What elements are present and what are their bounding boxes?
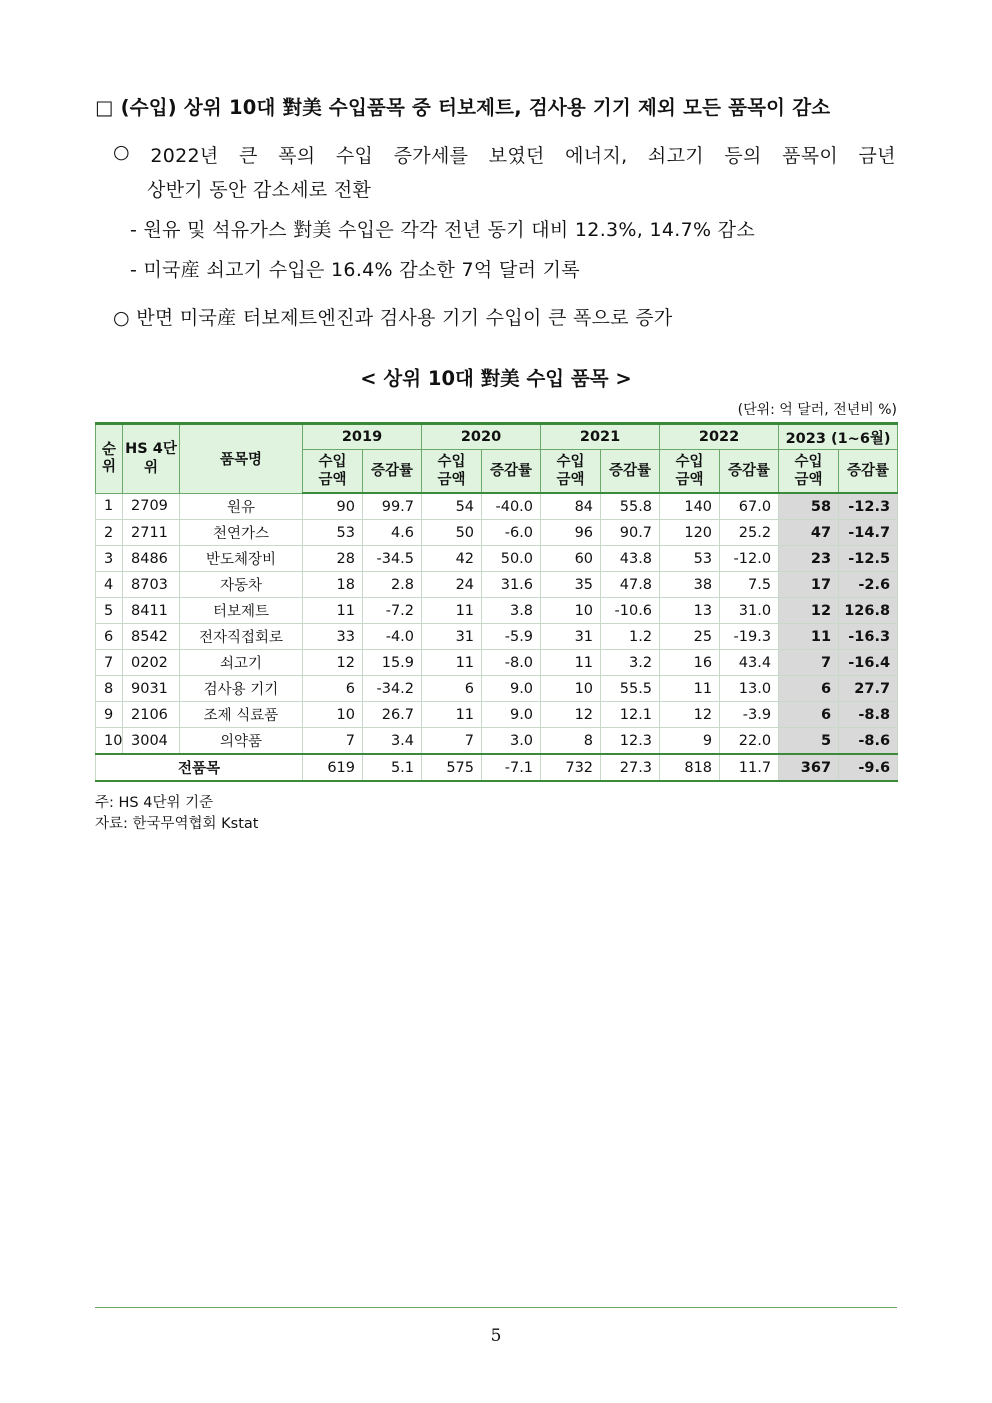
cell-amount: 10 <box>541 676 601 702</box>
cell-amount: 58 <box>779 493 839 520</box>
bullet-energy-beef <box>113 141 896 168</box>
cell-rate: 43.8 <box>601 546 660 572</box>
table-row-total <box>96 754 898 781</box>
cell-hs: 3004 <box>123 728 180 755</box>
cell-rate: 55.8 <box>601 493 660 520</box>
header-rate: 증감률 <box>601 450 660 494</box>
cell-rate: 3.8 <box>482 598 541 624</box>
cell-amount: 11 <box>303 598 363 624</box>
cell-amount: 140 <box>660 493 720 520</box>
header-rate: 증감률 <box>482 450 541 494</box>
cell-rate: -8.0 <box>482 650 541 676</box>
cell-rate: -12.3 <box>839 493 898 520</box>
table-row <box>96 598 898 624</box>
bullet-word: ○ <box>113 141 130 163</box>
import-table <box>95 422 898 782</box>
header-year-2021: 2021 <box>541 424 660 450</box>
note-source: 자료: 한국무역협회 Kstat <box>95 816 259 832</box>
cell-amount: 11 <box>422 702 482 728</box>
cell-rate: -12.0 <box>720 546 779 572</box>
cell-amount: 53 <box>660 546 720 572</box>
cell-rank: 10 <box>96 728 123 755</box>
cell-amount: 12 <box>303 650 363 676</box>
cell-rank: 4 <box>96 572 123 598</box>
cell-rate: 12.3 <box>601 728 660 755</box>
cell-rate: -14.7 <box>839 520 898 546</box>
cell-total-rate: 11.7 <box>720 754 779 781</box>
header-hs: HS 4단위 <box>123 424 180 494</box>
header-rank: 순위 <box>96 424 123 494</box>
cell-hs: 8703 <box>123 572 180 598</box>
cell-rate: -4.0 <box>363 624 422 650</box>
header-amount: 수입 금액 <box>779 450 839 494</box>
cell-amount: 12 <box>541 702 601 728</box>
cell-rate: -2.6 <box>839 572 898 598</box>
cell-rate: -5.9 <box>482 624 541 650</box>
cell-rate: 2.8 <box>363 572 422 598</box>
cell-total-label: 전품목 <box>96 754 303 781</box>
cell-amount: 53 <box>303 520 363 546</box>
cell-amount: 24 <box>422 572 482 598</box>
cell-item: 천연가스 <box>180 520 303 546</box>
cell-rank: 9 <box>96 702 123 728</box>
cell-amount: 11 <box>660 676 720 702</box>
cell-rate: 3.4 <box>363 728 422 755</box>
cell-amount: 54 <box>422 493 482 520</box>
cell-amount: 28 <box>303 546 363 572</box>
cell-rate: 55.5 <box>601 676 660 702</box>
cell-item: 의약품 <box>180 728 303 755</box>
header-item: 품목명 <box>180 424 303 494</box>
cell-rank: 8 <box>96 676 123 702</box>
cell-item: 쇠고기 <box>180 650 303 676</box>
cell-rate: 3.0 <box>482 728 541 755</box>
cell-rate: 50.0 <box>482 546 541 572</box>
cell-rate: 7.5 <box>720 572 779 598</box>
header-year-2020: 2020 <box>422 424 541 450</box>
cell-rank: 6 <box>96 624 123 650</box>
table-row <box>96 624 898 650</box>
cell-hs: 9031 <box>123 676 180 702</box>
cell-total-amount: 732 <box>541 754 601 781</box>
cell-amount: 11 <box>541 650 601 676</box>
cell-rate: 26.7 <box>363 702 422 728</box>
cell-amount: 6 <box>779 676 839 702</box>
cell-rate: 12.1 <box>601 702 660 728</box>
bullet-word: 보였던 <box>488 145 545 167</box>
cell-total-amount: 619 <box>303 754 363 781</box>
cell-amount: 11 <box>422 650 482 676</box>
cell-rate: -12.5 <box>839 546 898 572</box>
cell-rate: -40.0 <box>482 493 541 520</box>
dash-crude-gas: - 원유 및 석유가스 對美 수입은 각각 전년 동기 대비 12.3%, 14.7% 감소 <box>130 219 755 241</box>
table-row <box>96 572 898 598</box>
cell-amount: 13 <box>660 598 720 624</box>
header-rate: 증감률 <box>363 450 422 494</box>
cell-rate: 126.8 <box>839 598 898 624</box>
cell-rate: -10.6 <box>601 598 660 624</box>
footer-divider <box>95 1307 897 1308</box>
cell-hs: 2711 <box>123 520 180 546</box>
cell-rate: 31.0 <box>720 598 779 624</box>
table-row <box>96 650 898 676</box>
table-row <box>96 676 898 702</box>
cell-rank: 7 <box>96 650 123 676</box>
cell-amount: 10 <box>541 598 601 624</box>
note-basis: 주: HS 4단위 기준 <box>95 795 214 811</box>
cell-amount: 7 <box>422 728 482 755</box>
cell-item: 검사용 기기 <box>180 676 303 702</box>
table-row <box>96 728 898 755</box>
cell-rate: -34.5 <box>363 546 422 572</box>
cell-rate: 43.4 <box>720 650 779 676</box>
cell-rate: -3.9 <box>720 702 779 728</box>
cell-rate: 1.2 <box>601 624 660 650</box>
cell-rate: 3.2 <box>601 650 660 676</box>
cell-item: 원유 <box>180 493 303 520</box>
header-amount: 수입 금액 <box>541 450 601 494</box>
cell-amount: 8 <box>541 728 601 755</box>
cell-item: 반도체장비 <box>180 546 303 572</box>
cell-rate: 25.2 <box>720 520 779 546</box>
cell-total-rate: 27.3 <box>601 754 660 781</box>
unit-note: (단위: 억 달러, 전년비 %) <box>737 402 897 418</box>
cell-amount: 17 <box>779 572 839 598</box>
cell-rate: 15.9 <box>363 650 422 676</box>
cell-amount: 6 <box>422 676 482 702</box>
cell-amount: 25 <box>660 624 720 650</box>
cell-rate: 47.8 <box>601 572 660 598</box>
cell-rate: 9.0 <box>482 676 541 702</box>
cell-rate: -8.8 <box>839 702 898 728</box>
table-row <box>96 546 898 572</box>
cell-amount: 90 <box>303 493 363 520</box>
header-year-2019: 2019 <box>303 424 422 450</box>
cell-rank: 2 <box>96 520 123 546</box>
cell-rate: 67.0 <box>720 493 779 520</box>
bullet-word: 2022년 <box>150 145 219 167</box>
cell-total-rate: 5.1 <box>363 754 422 781</box>
cell-hs: 8542 <box>123 624 180 650</box>
cell-hs: 8411 <box>123 598 180 624</box>
cell-item: 터보제트 <box>180 598 303 624</box>
header-year-2022: 2022 <box>660 424 779 450</box>
cell-total-amount: 367 <box>779 754 839 781</box>
cell-total-amount: 818 <box>660 754 720 781</box>
cell-rank: 3 <box>96 546 123 572</box>
cell-rate: 99.7 <box>363 493 422 520</box>
table-caption: < 상위 10대 對美 수입 품목 > <box>360 367 632 390</box>
cell-hs: 0202 <box>123 650 180 676</box>
cell-item: 조제 식료품 <box>180 702 303 728</box>
cell-amount: 50 <box>422 520 482 546</box>
cell-rate: 4.6 <box>363 520 422 546</box>
cell-rate: -8.6 <box>839 728 898 755</box>
header-amount: 수입 금액 <box>303 450 363 494</box>
cell-rank: 1 <box>96 493 123 520</box>
cell-rate: 31.6 <box>482 572 541 598</box>
cell-amount: 23 <box>779 546 839 572</box>
bullet-word: 에너지, <box>565 145 628 167</box>
table-row <box>96 702 898 728</box>
cell-amount: 96 <box>541 520 601 546</box>
cell-amount: 5 <box>779 728 839 755</box>
cell-amount: 84 <box>541 493 601 520</box>
cell-amount: 7 <box>303 728 363 755</box>
cell-total-rate: -7.1 <box>482 754 541 781</box>
cell-item: 전자직접회로 <box>180 624 303 650</box>
cell-rate: -16.3 <box>839 624 898 650</box>
cell-amount: 31 <box>422 624 482 650</box>
dash-beef: - 미국産 쇠고기 수입은 16.4% 감소한 7억 달러 기록 <box>130 259 580 281</box>
cell-hs: 2709 <box>123 493 180 520</box>
header-year-2023: 2023 (1~6월) <box>779 424 898 450</box>
bullet-word: 등의 <box>724 145 762 167</box>
bullet-word: 증가세를 <box>393 145 469 167</box>
page-number: 5 <box>490 1326 502 1346</box>
cell-total-amount: 575 <box>422 754 482 781</box>
cell-hs: 8486 <box>123 546 180 572</box>
cell-amount: 120 <box>660 520 720 546</box>
bullet-word: 큰 <box>239 145 258 167</box>
cell-amount: 12 <box>779 598 839 624</box>
cell-rate: 13.0 <box>720 676 779 702</box>
bullet-word: 수입 <box>335 145 374 167</box>
header-amount: 수입 금액 <box>422 450 482 494</box>
cell-amount: 18 <box>303 572 363 598</box>
cell-amount: 7 <box>779 650 839 676</box>
cell-rank: 5 <box>96 598 123 624</box>
cell-amount: 9 <box>660 728 720 755</box>
bullet-word: 금년 <box>858 145 896 167</box>
cell-rate: 27.7 <box>839 676 898 702</box>
cell-amount: 33 <box>303 624 363 650</box>
table-row <box>96 493 898 520</box>
cell-rate: -19.3 <box>720 624 779 650</box>
cell-amount: 35 <box>541 572 601 598</box>
bullet-word: 쇠고기 <box>647 145 704 167</box>
cell-rate: 90.7 <box>601 520 660 546</box>
cell-item: 자동차 <box>180 572 303 598</box>
cell-amount: 10 <box>303 702 363 728</box>
cell-amount: 11 <box>422 598 482 624</box>
cell-total-rate: -9.6 <box>839 754 898 781</box>
cell-amount: 6 <box>779 702 839 728</box>
cell-rate: 9.0 <box>482 702 541 728</box>
bullet-turbojet-increase: ○ 반면 미국産 터보제트엔진과 검사용 기기 수입이 큰 폭으로 증가 <box>113 307 673 329</box>
cell-rate: -7.2 <box>363 598 422 624</box>
cell-rate: -34.2 <box>363 676 422 702</box>
table-notes <box>95 793 258 835</box>
cell-rate: -16.4 <box>839 650 898 676</box>
table-row <box>96 520 898 546</box>
cell-rate: 22.0 <box>720 728 779 755</box>
cell-amount: 38 <box>660 572 720 598</box>
cell-amount: 12 <box>660 702 720 728</box>
cell-amount: 11 <box>779 624 839 650</box>
bullet-word: 폭의 <box>278 145 316 167</box>
cell-amount: 16 <box>660 650 720 676</box>
cell-amount: 47 <box>779 520 839 546</box>
cell-amount: 42 <box>422 546 482 572</box>
header-amount: 수입 금액 <box>660 450 720 494</box>
cell-amount: 6 <box>303 676 363 702</box>
bullet-energy-beef-cont: 상반기 동안 감소세로 전환 <box>147 179 372 201</box>
header-rate: 증감률 <box>839 450 898 494</box>
bullet-word: 품목이 <box>782 145 839 167</box>
header-rate: 증감률 <box>720 450 779 494</box>
cell-hs: 2106 <box>123 702 180 728</box>
cell-amount: 60 <box>541 546 601 572</box>
cell-rate: -6.0 <box>482 520 541 546</box>
section-heading: □ (수입) 상위 10대 對美 수입품목 중 터보제트, 검사용 기기 제외 모든 품목이 감소 <box>95 96 831 119</box>
cell-amount: 31 <box>541 624 601 650</box>
